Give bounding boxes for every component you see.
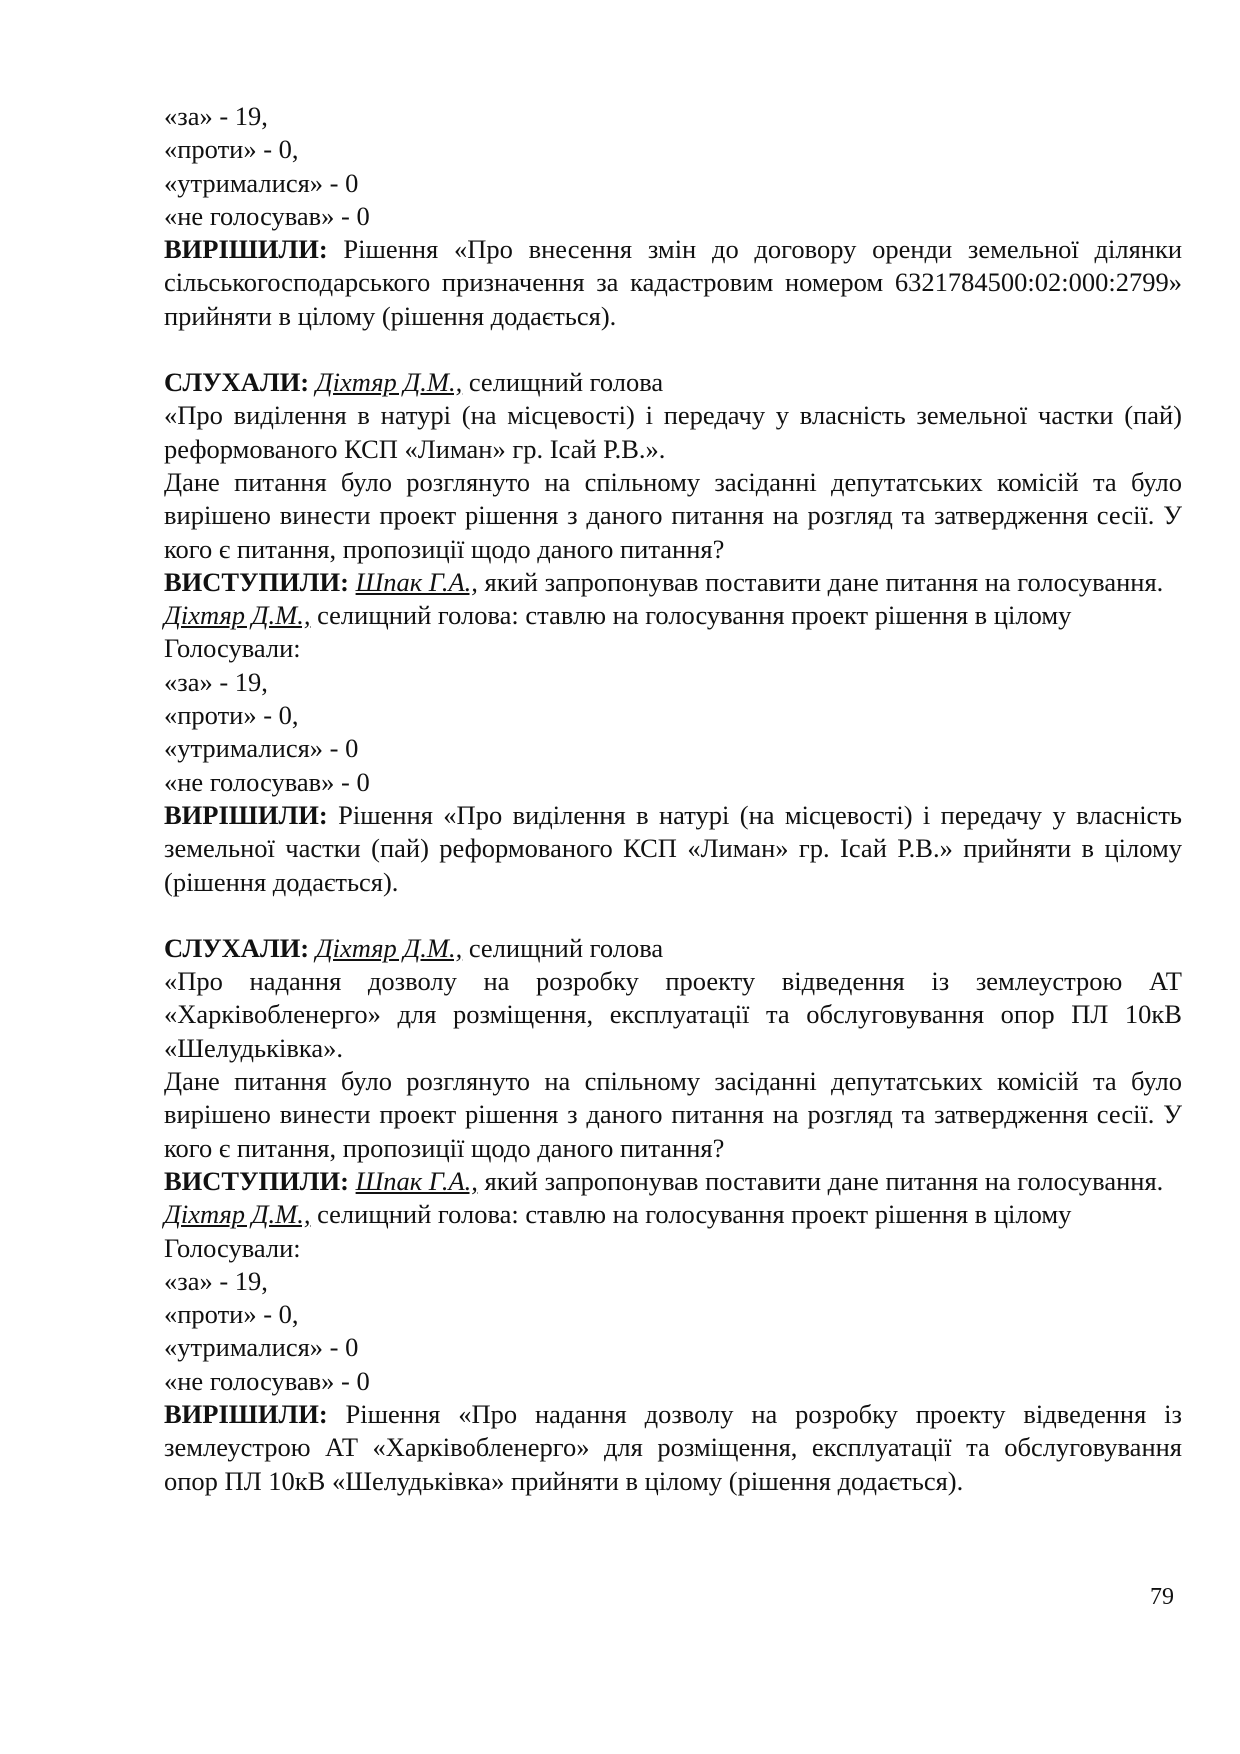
decision-label: ВИРІШИЛИ: (164, 799, 328, 830)
voted-heading: Голосували: (164, 633, 301, 664)
speaker-name: Діхтяр Д.М., (315, 932, 463, 963)
agenda-subject: «Про надання дозволу на розробку проекту відведення із землеустрою АТ «Харківобленерго» для розміщення, експлуатації та обслуговування опор ПЛ 10кВ «Шелудьківка». (164, 966, 1182, 1063)
chair-name: Діхтяр Д.М., (164, 600, 311, 631)
chair-line (164, 1198, 1182, 1231)
decision-label: ВИРІШИЛИ: (164, 234, 328, 265)
heard-label: СЛУХАЛИ: (164, 932, 310, 963)
spoke-name: Шпак Г.А., (355, 1165, 478, 1196)
decision-text: Рішення «Про виділення в натурі (на місцевості) і передачу у власність земельної частки (пай) реформованого КСП «Лиман» гр. Ісай Р.В.» прийняти в цілому (рішення додається). (164, 799, 1182, 897)
spoke-name: Шпак Г.А., (355, 566, 478, 597)
discussion-paragraph: Дане питання було розглянуто на спільному засіданні депутатських комісій та було вирішено винести проект рішення з даного питання на розгляд та затвердження сесії. У кого є питання, пропозиції щодо даного питання? (164, 1066, 1182, 1163)
voted-heading: Голосували: (164, 1232, 301, 1263)
spoke-text: який запропонував поставити дане питання на голосування. (477, 1165, 1164, 1196)
spoke-label: ВИСТУПИЛИ: (164, 1165, 349, 1196)
spoke-text: який запропонував поставити дане питання на голосування. (477, 566, 1164, 597)
chair-name: Діхтяр Д.М., (164, 1199, 311, 1230)
vote-for: «за» - 19, (164, 666, 268, 697)
vote-abstained: «утрималися» - 0 (164, 167, 359, 198)
decision-text: Рішення «Про внесення змін до договору оренди земельної ділянки сільськогосподарського призначення за кадастровим номером 6321784500:02:000:2799» прийняти в цілому (рішення додається). (164, 234, 1182, 331)
decision-paragraph (164, 233, 1182, 333)
vote-not-voted: «не голосував» - 0 (164, 200, 370, 231)
vote-for: «за» - 19, (164, 1265, 268, 1296)
vote-against: «проти» - 0, (164, 1299, 299, 1330)
vote-against: «проти» - 0, (164, 700, 299, 731)
vote-not-voted: «не голосував» - 0 (164, 1365, 370, 1396)
decision-paragraph (164, 799, 1182, 899)
heard-line (164, 932, 1182, 965)
chair-line (164, 599, 1182, 632)
decision-text: Рішення «Про надання дозволу на розробку проекту відведення із землеустрою АТ «Харківобленерго» для розміщення, експлуатації та обслуговування опор ПЛ 10кВ «Шелудьківка» прийняти в цілому (рішення додається). (164, 1398, 1182, 1496)
page-number: 79 (1150, 1584, 1174, 1610)
vote-against: «проти» - 0, (164, 134, 299, 165)
chair-text: селищний голова: ставлю на голосування проект рішення в цілому (310, 600, 1072, 631)
heard-line (164, 366, 1182, 399)
spoke-label: ВИСТУПИЛИ: (164, 566, 349, 597)
spoke-paragraph (164, 566, 1182, 599)
section-gap (164, 333, 1182, 366)
section-gap (164, 899, 1182, 932)
vote-not-voted: «не голосував» - 0 (164, 766, 370, 797)
spoke-paragraph (164, 1165, 1182, 1198)
agenda-subject: «Про виділення в натурі (на місцевості) і передачу у власність земельної частки (пай) реформованого КСП «Лиман» гр. Ісай Р.В.». (164, 400, 1182, 464)
speaker-role: селищний голова (462, 367, 664, 398)
vote-abstained: «утрималися» - 0 (164, 733, 359, 764)
heard-label: СЛУХАЛИ: (164, 367, 310, 398)
decision-label: ВИРІШИЛИ: (164, 1398, 328, 1429)
decision-paragraph (164, 1398, 1182, 1498)
speaker-name: Діхтяр Д.М., (315, 367, 463, 398)
speaker-role: селищний голова (462, 932, 664, 963)
chair-text: селищний голова: ставлю на голосування проект рішення в цілому (310, 1199, 1072, 1230)
vote-for: «за» - 19, (164, 101, 268, 131)
vote-abstained: «утрималися» - 0 (164, 1332, 359, 1363)
document-page (164, 100, 1182, 1498)
discussion-paragraph: Дане питання було розглянуто на спільному засіданні депутатських комісій та було вирішено винести проект рішення з даного питання на розгляд та затвердження сесії. У кого є питання, пропозиції щодо даного питання? (164, 466, 1182, 564)
